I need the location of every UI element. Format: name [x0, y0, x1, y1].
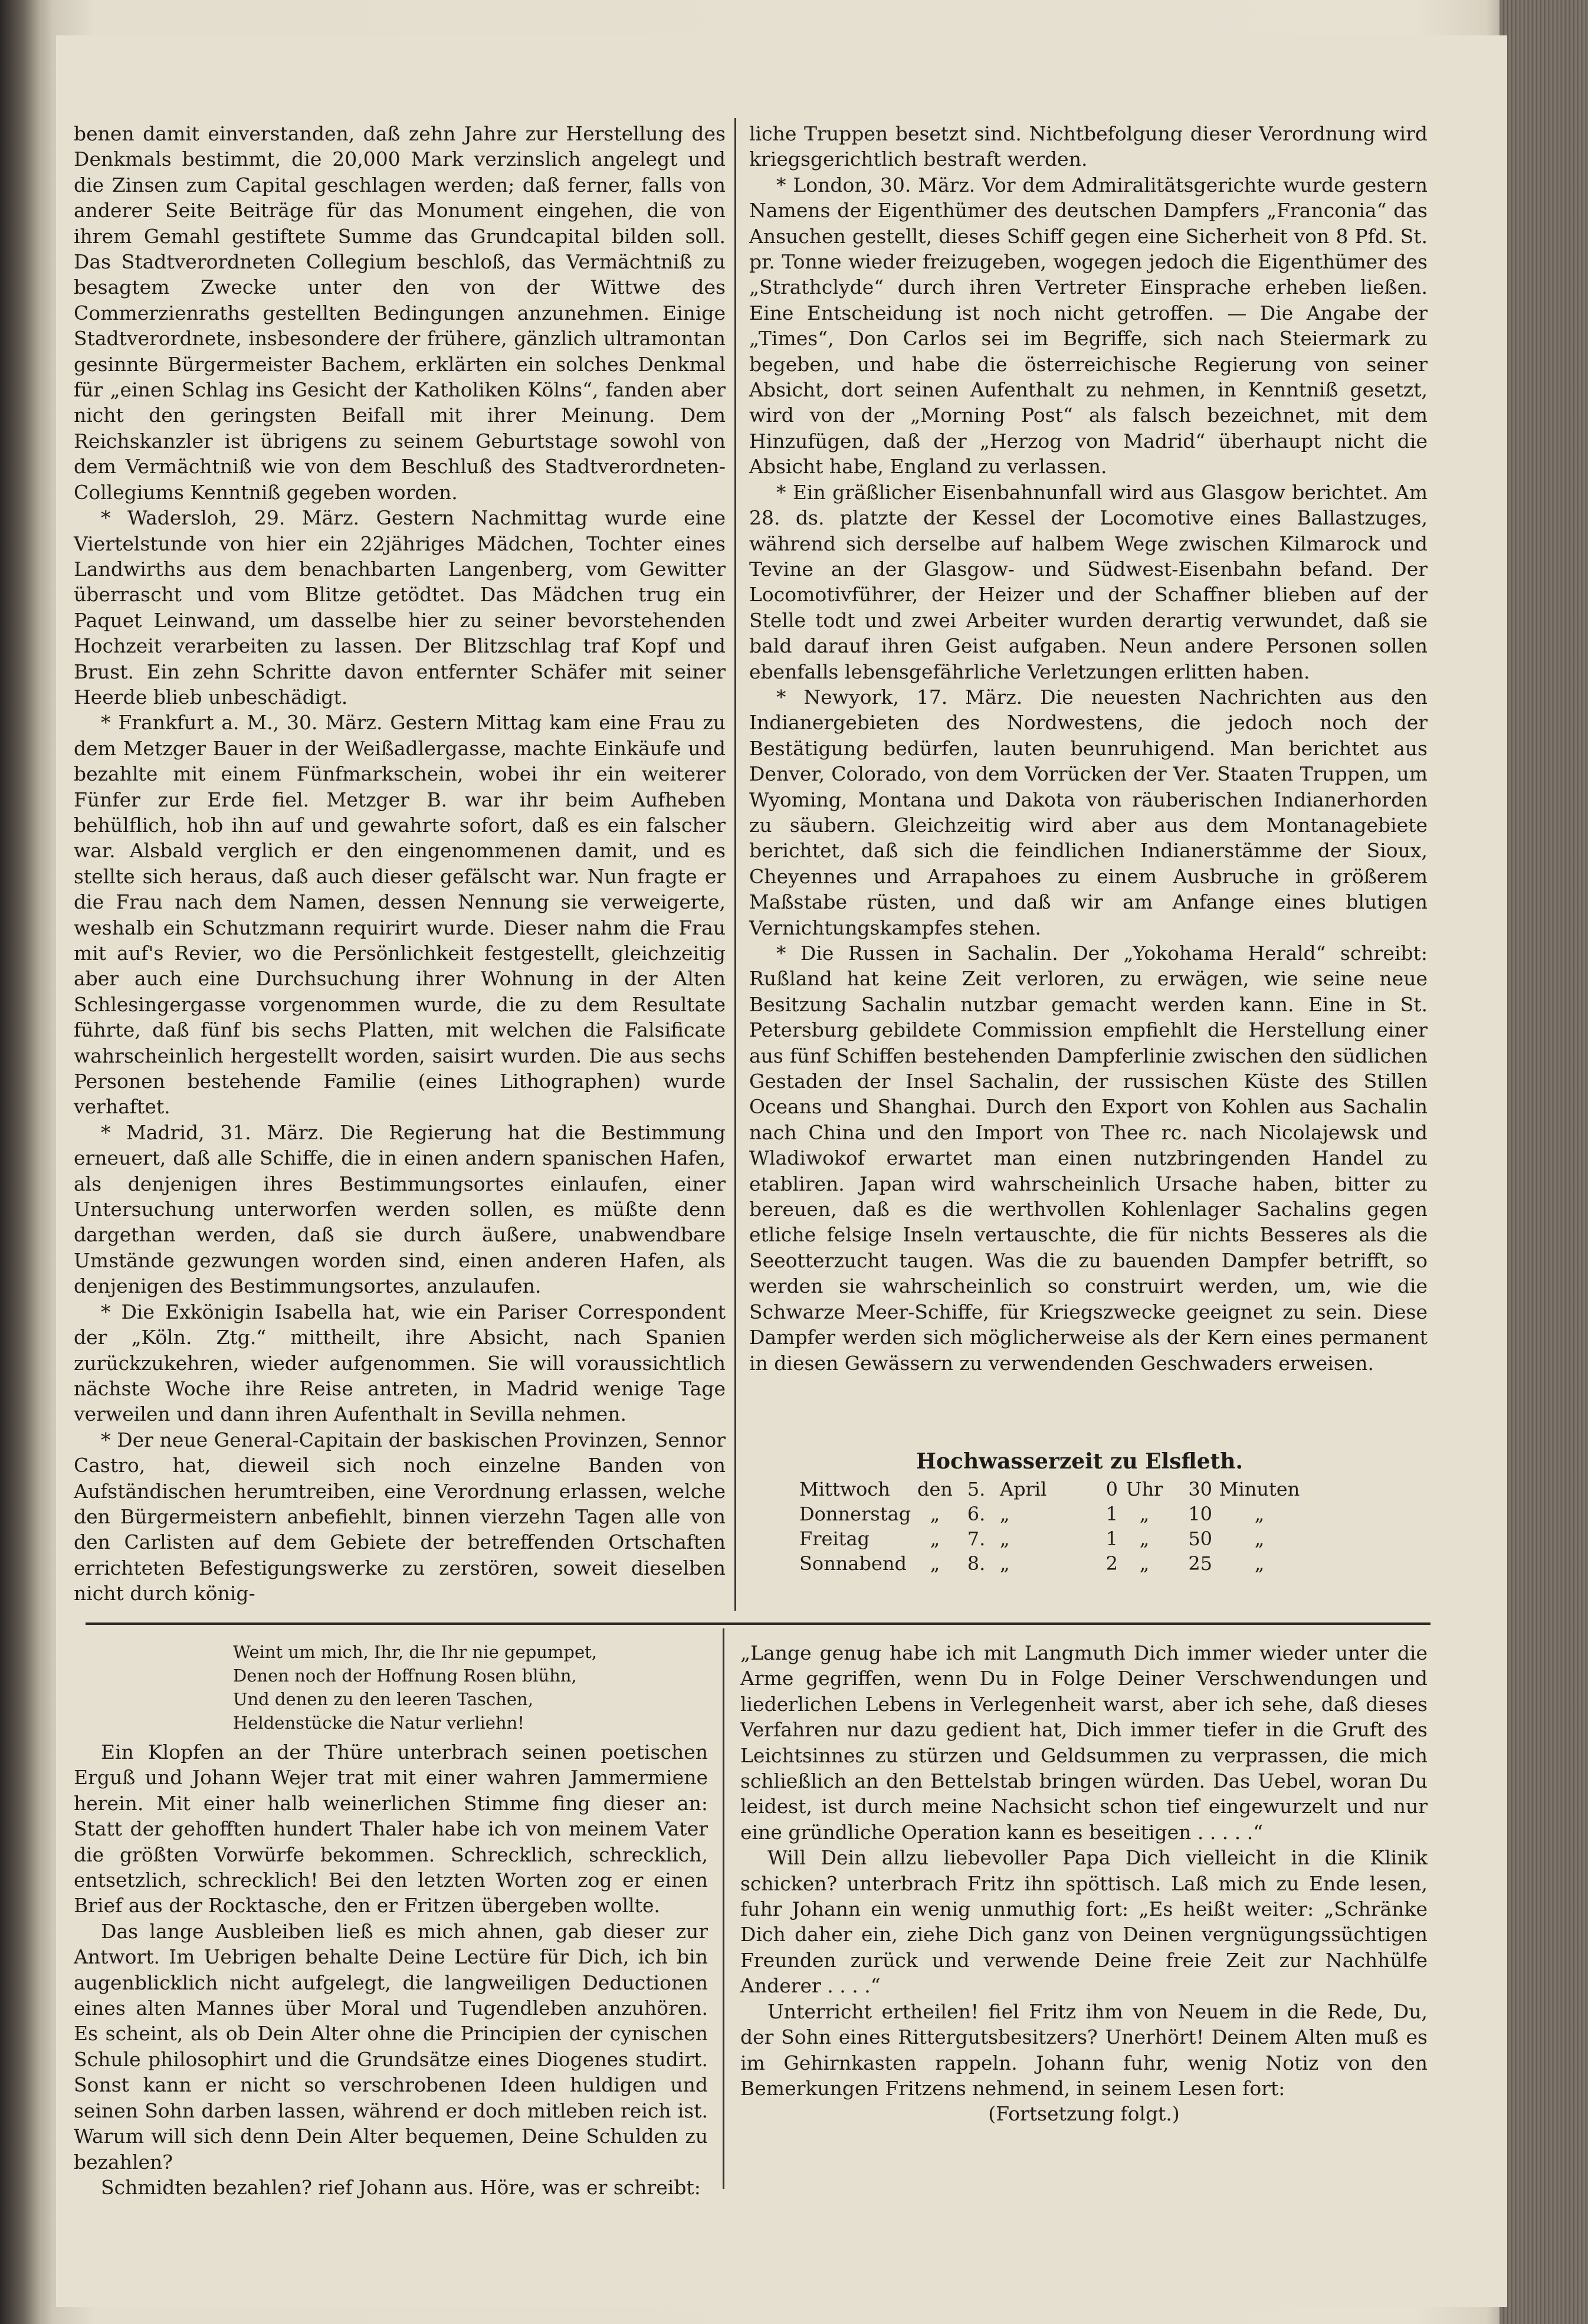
newspaper-page	[56, 35, 1507, 2307]
tide-row	[799, 1477, 1307, 1502]
tide-date: 6.	[967, 1503, 986, 1525]
tide-day: Freitag	[799, 1528, 870, 1550]
poem-line: Heldenstücke die Natur verliehn!	[233, 1713, 524, 1733]
tide-day: Sonnabend	[799, 1552, 907, 1575]
column-divider-top	[734, 118, 736, 1611]
tide-hour: 0	[1105, 1478, 1118, 1500]
tide-date: 7.	[967, 1528, 986, 1550]
feuilleton-column-left	[74, 1640, 708, 2230]
tide-minute: 50	[1188, 1528, 1213, 1550]
tide-minute: 30	[1188, 1478, 1213, 1500]
continuation-note: (Fortsetzung folgt.)	[988, 2102, 1180, 2126]
news-column-left	[74, 121, 726, 1608]
story-paragraph: Das lange Ausbleiben ließ es mich ahnen, gab dieser zur Antwort. Im Uebrigen behalte Deine Lectüre für Dich, ich bin augenblicklich nicht aufgelegt, die langweiligen Deductionen eines alten Mannes über Moral und Tugendleben anzuhören. Es scheint, als ob Dein Alter ohne die Principien der cynischen Schule philosophirt und die Grundsätze eines Diogenes studirt. Sonst kann er nicht so verschrobenen Ideen huldigen und seinen Sohn darben lassen, während er doch mitleben reich ist. Warum will sich denn Dein Alter bequemen, Deine Schulden zu bezahlen?	[74, 1919, 708, 2174]
column-divider-bottom	[723, 1628, 724, 2189]
news-paragraph: benen damit einverstanden, daß zehn Jahre zur Herstellung des Denkmals bestimmt, die 20,000 Mark verzinslich angelegt und die Zinsen zum Capital geschlagen werden; daß ferner, falls von anderer Seite Beiträge für das Monument eingehen, die von ihrem Gemahl gestiftete Summe das Grundcapital bilden soll. Das Stadtverordneten Collegium beschloß, das Vermächtniß zu besagtem Zwecke unter den von der Wittwe des Commerzienraths gestellten Bedingungen anzunehmen. Einige Stadtverordnete, insbesondere der frühere, gänzlich ultramontan gesinnte Bürgermeister Bachem, erklärten ein solches Denkmal für „einen Schlag ins Gesicht der Katholiken Kölns“, fanden aber nicht den geringsten Beifall mit ihrer Meinung. Dem Reichskanzler ist übrigens zu seinem Geburtstage sowohl von dem Vermächtniß wie von dem Beschluß des Stadtverordneten-Collegiums Kenntniß gegeben worden.	[74, 122, 726, 504]
news-item-castro: * Der neue General-Capitain der baskischen Provinzen, Sennor Castro, hat, dieweil sich noch einzelne Banden von Aufständischen herumtreiben, eine Verordnung erlassen, welche den Bürgermeistern anbefiehlt, binnen vierzehn Tagen alle von den Carlisten auf dem Gebiete der betreffenden Ortschaften errichteten Befestigungswerke zu zerstören, soweit dieselben nicht durch könig-	[74, 1428, 726, 1605]
news-item-glasgow: * Ein gräßlicher Eisenbahnunfall wird aus Glasgow berichtet. Am 28. ds. platzte der Kessel der Locomotive eines Ballastzuges, während sich derselbe auf halbem Wege zwischen Kilmarock und Tevine an der Glasgow- und Südwest-Eisenbahn befand. Der Locomotivführer, der Heizer und der Schaffner blieben auf der Stelle todt und zwei Arbeiter wurden derartig verwundet, daß sie bald darauf ihren Geist aufgaben. Neun andere Personen sollen ebenfalls lebensgefährliche Verletzungen erlitten haben.	[749, 480, 1428, 683]
poem-line: Und denen zu den leeren Taschen,	[233, 1689, 533, 1709]
news-paragraph: liche Truppen besetzt sind. Nichtbefolgung dieser Verordnung wird kriegsgerichtlich bestraft werden.	[749, 122, 1428, 171]
tide-den: „	[930, 1552, 940, 1575]
tide-row	[799, 1502, 1307, 1526]
tide-den: „	[930, 1528, 940, 1550]
tide-uhr: Uhr	[1126, 1478, 1163, 1500]
feuilleton-column-right	[740, 1640, 1428, 2171]
poem-stanza	[233, 1640, 708, 1735]
tide-minute: 10	[1188, 1503, 1213, 1525]
tide-day: Mittwoch	[799, 1478, 890, 1500]
news-item-frankfurt: * Frankfurt a. M., 30. März. Gestern Mittag kam eine Frau zu dem Metzger Bauer in der Weißadlergasse, machte Einkäufe und bezahlte mit einem Fünfmarkschein, wobei ihr ein weiterer Fünfer zur Erde fiel. Metzger B. war ihr beim Aufheben behülflich, hob ihn auf und gewahrte sofort, daß es ein falscher war. Alsbald verglich er den eingenommenen damit, und es stellte sich heraus, daß auch dieser gefälscht war. Nun fragte er die Frau nach dem Namen, dessen Nennung sie verweigerte, weshalb ein Schutzmann requirirt wurde. Dieser nahm die Frau mit auf's Revier, wo die Persönlichkeit festgestellt, gleichzeitig aber auch eine Durchsuchung ihrer Wohnung in der Alten Schlesingergasse vorgenommen wurde, die zu dem Resultate führte, daß fünf bis sechs Platten, mit welchen die Falsificate wahrscheinlich hergestellt worden, saisirt wurden. Die aus sechs Personen bestehende Familie (eines Lithographen) wurde verhaftet.	[74, 711, 726, 1119]
tide-month: April	[1000, 1478, 1047, 1500]
news-column-right	[749, 121, 1428, 1431]
news-item-isabella: * Die Exkönigin Isabella hat, wie ein Pariser Correspondent der „Köln. Ztg.“ mittheilt, ihre Absicht, nach Spanien zurückzukehren, wieder aufgenommen. Sie will voraussichtlich nächste Woche ihre Reise antreten, in Madrid wenige Tage verweilen und dann ihren Aufenthalt in Sevilla nehmen.	[74, 1300, 726, 1426]
tide-uhr: „	[1139, 1503, 1150, 1525]
tide-minuten: „	[1254, 1552, 1265, 1575]
tide-month: „	[1000, 1528, 1010, 1550]
tide-table-grid	[799, 1477, 1307, 1576]
tide-hour: 1	[1105, 1528, 1118, 1550]
news-item-london: * London, 30. März. Vor dem Admiralitätsgerichte wurde gestern Namens der Eigenthümer des deutschen Dampfers „Franconia“ das Ansuchen gestellt, dieses Schiff gegen eine Sicherheit von 8 Pfd. St. pr. Tonne wieder freizugeben, wogegen jedoch die Eigenthümer des „Strathclyde“ durch ihren Vertreter Einsprache erheben ließen. Eine Entscheidung ist noch nicht getroffen. — Die Angabe der „Times“, Don Carlos sei im Begriffe, sich nach Steiermark zu begeben, und habe die österreichische Regierung von seiner Absicht, dort seinen Aufenthalt zu nehmen, in Kenntniß gesetzt, wird von der „Morning Post“ als falsch bezeichnet, mit dem Hinzufügen, daß der „Herzog von Madrid“ überhaupt nicht die Absicht habe, England zu verlassen.	[749, 173, 1428, 478]
book-binding-gutter	[0, 0, 41, 2324]
poem-line: Weint um mich, Ihr, die Ihr nie gepumpet,	[233, 1642, 598, 1662]
tide-table	[799, 1448, 1360, 1576]
tide-uhr: „	[1139, 1528, 1150, 1550]
news-item-madrid: * Madrid, 31. März. Die Regierung hat die Bestimmung erneuert, daß alle Schiffe, die in einen andern spanischen Hafen, als denjenigen ihres Bestimmungsortes einlaufen, einer Untersuchung unterworfen werden sollen, es müßte denn dargethan werden, daß sie durch äußere, unabwendbare Umstände gezwungen worden sind, einen anderen Hafen, als denjenigen des Bestimmungsortes, anzulaufen.	[74, 1120, 726, 1298]
tide-month: „	[1000, 1503, 1010, 1525]
tide-hour: 2	[1105, 1552, 1118, 1575]
feuilleton-separator-line	[86, 1622, 1430, 1625]
tide-date: 5.	[967, 1478, 986, 1500]
story-paragraph: Ein Klopfen an der Thüre unterbrach seinen poetischen Erguß und Johann Wejer trat mit einer wahren Jammermiene herein. Mit einer halb weinerlichen Stimme fing dieser an: Statt der gehofften hundert Thaler habe ich von meinem Vater die größten Vorwürfe bekommen. Schrecklich, schrecklich, entsetzlich, schrecklich! Bei den letzten Worten zog er einen Brief aus der Rocktasche, den er Fritzen übergeben wollte.	[74, 1740, 708, 1917]
story-paragraph: Unterricht ertheilen! fiel Fritz ihm von Neuem in die Rede, Du, der Sohn eines Rittergutsbesitzers? Unerhört! Deinem Alten muß es im Gehirnkasten rappeln. Johann fuhr, wenig Notiz von den Bemerkungen Fritzens nehmend, in seinem Lesen fort:	[740, 2000, 1428, 2100]
tide-day: Donnerstag	[799, 1503, 911, 1525]
tide-minuten: Minuten	[1219, 1478, 1300, 1500]
news-item-sachalin: * Die Russen in Sachalin. Der „Yokohama Herald“ schreibt: Rußland hat keine Zeit verloren, zu erwägen, wie seine neue Besitzung Sachalin nutzbar gemacht werden kann. Eine in St. Petersburg gebildete Commission empfiehlt die Herstellung einer aus fünf Schiffen bestehenden Dampferlinie zwischen den südlichen Gestaden der Insel Sachalin, der russischen Küste des Stillen Oceans und Shanghai. Durch den Export von Kohlen aus Sachalin nach China und den Import von Thee rc. nach Nicolajewsk und Wladiwokof erwartet man einen nutzbringenden Handel zu etabliren. Japan wird wahrscheinlich Ursache haben, bitter zu bereuen, daß es die werthvollen Kohlenlager Sachalins gegen etliche felsige Inseln vertauschte, die für nichts Besseres als die Seeotterzucht taugen. Was die zu bauenden Dampfer betrifft, so werden sie wahrscheinlich so construirt werden, um, wie die Schwarze Meer-Schiffe, für Kriegszwecke geeignet zu sein. Diese Dampfer werden sich möglicherweise als der Kern eines permanent in diesen Gewässern zu verwendenden Geschwaders erweisen.	[749, 942, 1428, 1375]
news-item-wadersloh: * Wadersloh, 29. März. Gestern Nachmittag wurde eine Viertelstunde von hier ein 22jähriges Mädchen, Tochter eines Landwirths aus dem benachbarten Langenberg, vom Gewitter überrascht und vom Blitze getödtet. Das Mädchen trug ein Paquet Leinwand, um dasselbe hier zu seiner bevorstehenden Hochzeit verarbeiten zu lassen. Der Blitzschlag traf Kopf und Brust. Ein zehn Schritte davon entfernter Schäfer mit seiner Heerde blieb unbeschädigt.	[74, 506, 726, 709]
tide-den: „	[930, 1503, 940, 1525]
story-paragraph: Will Dein allzu liebevoller Papa Dich vielleicht in die Klinik schicken? unterbrach Fritz ihn spöttisch. Laß mich zu Ende lesen, fuhr Johann ein wenig unmuthig fort: „Es heißt weiter: „Schränke Dich daher ein, ziehe Dich ganz von Deinen vergnügungssüchtigen Freunden zurück und verwende Deine freie Zeit zur Nachhülfe Anderer . . . .“	[740, 1846, 1428, 1998]
tide-uhr: „	[1139, 1552, 1150, 1575]
tide-date: 8.	[967, 1552, 986, 1575]
story-paragraph: „Lange genug habe ich mit Langmuth Dich immer wieder unter die Arme gegriffen, wenn Du in Folge Deiner Verschwendungen und liederlichen Lebens in Verlegenheit warst, aber ich sehe, daß dieses Verfahren nur dazu gedient hat, Dich immer tiefer in die Gruft des Leichtsinnes zu stürzen und Geldsummen zu verprassen, die mich schließlich an den Bettelstab bringen würden. Das Uebel, woran Du leidest, ist durch meine Nachsicht schon tief eingewurzelt und nur eine gründliche Operation kann es beseitigen . . . . .“	[740, 1641, 1428, 1844]
tide-row	[799, 1551, 1307, 1576]
tide-table-title: Hochwasserzeit zu Elsfleth.	[916, 1449, 1243, 1474]
tide-minute: 25	[1188, 1552, 1213, 1575]
tide-hour: 1	[1105, 1503, 1118, 1525]
page-stack-edge	[1500, 0, 1588, 2324]
tide-den: den	[917, 1478, 953, 1500]
tide-minuten: „	[1254, 1503, 1265, 1525]
tide-minuten: „	[1254, 1528, 1265, 1550]
tide-month: „	[1000, 1552, 1010, 1575]
news-item-newyork: * Newyork, 17. März. Die neuesten Nachrichten aus den Indianergebieten des Nordwestens, die jedoch noch der Bestätigung bedürfen, lauten beunruhigend. Man berichtet aus Denver, Colorado, von dem Vorrücken der Ver. Staaten Truppen, um Wyoming, Montana und Dakota von räuberischen Indianerhorden zu säubern. Gleichzeitig wird aber aus dem Montanagebiete berichtet, daß sich die feindlichen Indianerstämme der Sioux, Cheyennes und Arrapahoes zu einem Ausbruche in größerem Maßstabe rüsten, und daß wir am Anfange eines blutigen Vernichtungskampfes stehen.	[749, 685, 1428, 939]
story-paragraph: Schmidten bezahlen? rief Johann aus. Höre, was er schreibt:	[101, 2175, 701, 2199]
tide-row	[799, 1526, 1307, 1551]
poem-line: Denen noch der Hoffnung Rosen blühn,	[233, 1666, 577, 1686]
